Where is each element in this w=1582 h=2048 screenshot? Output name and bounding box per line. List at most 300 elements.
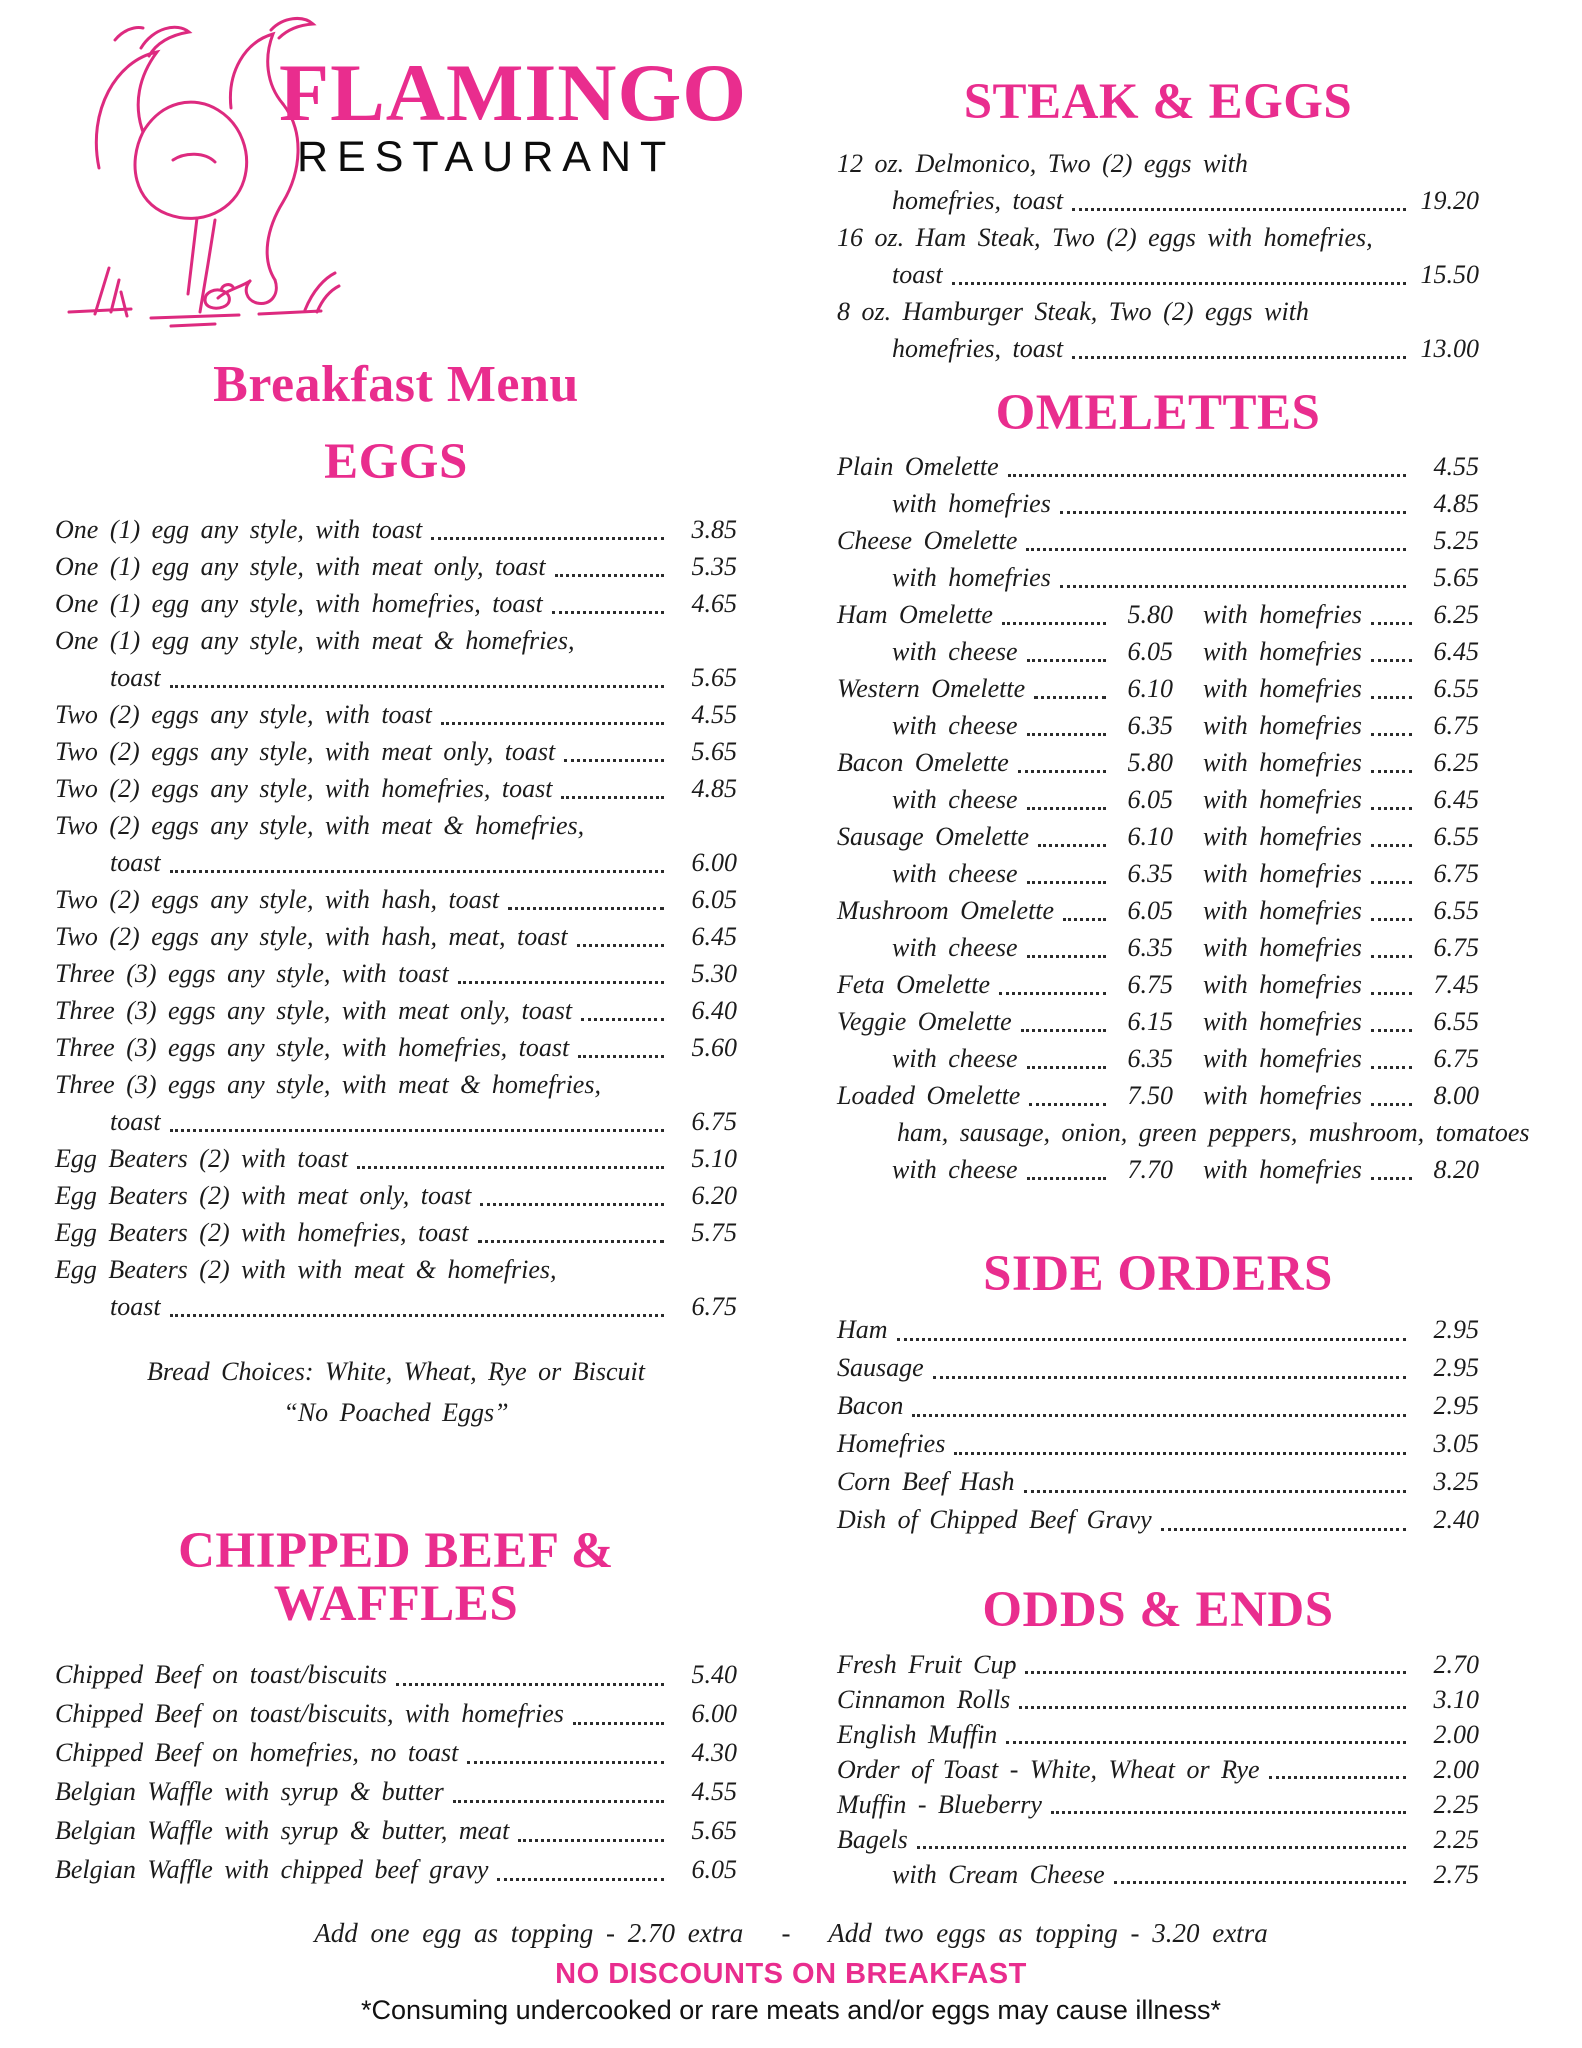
- menu-item-row: [837, 966, 1479, 1003]
- menu-item-row: [837, 1501, 1479, 1539]
- dot-leader: [1269, 1776, 1406, 1779]
- dot-leader: [518, 1839, 664, 1842]
- item-price: 6.75: [691, 1107, 737, 1137]
- item-name: Feta Omelette: [837, 970, 990, 1000]
- dot-leader: [952, 282, 1406, 285]
- item-name: Homefries: [837, 1429, 946, 1459]
- item-price: 2.95: [1433, 1315, 1479, 1345]
- dot-leader: [577, 944, 664, 947]
- item-name: with cheese: [892, 1155, 1018, 1185]
- dot-leader: [933, 1376, 1406, 1379]
- dot-leader: [1371, 1103, 1412, 1106]
- dot-leader: [1027, 659, 1106, 662]
- dot-leader: [1371, 1066, 1412, 1069]
- omelette-base-cell: [837, 707, 1173, 744]
- dot-leader: [564, 759, 664, 762]
- dot-leader: [497, 1878, 664, 1881]
- item-name: homefries, toast: [892, 186, 1064, 216]
- left-column: [55, 0, 748, 1892]
- dot-leader: [912, 1414, 1406, 1417]
- menu-item-row: [55, 1140, 737, 1177]
- omelette-base-cell: [837, 670, 1173, 707]
- item-price: 5.80: [1127, 600, 1173, 630]
- with-homefries-label: with homefries: [1203, 1081, 1362, 1111]
- dot-leader: [1027, 881, 1106, 884]
- item-name: Bagels: [837, 1825, 908, 1855]
- section-title-side-orders: SIDE ORDERS: [983, 1246, 1333, 1303]
- dot-leader: [1060, 585, 1406, 588]
- item-price: 5.30: [691, 959, 737, 989]
- homefries-price: 6.55: [1433, 1007, 1479, 1037]
- item-price: 2.75: [1433, 1860, 1479, 1890]
- with-homefries-label: with homefries: [1203, 822, 1362, 852]
- dot-leader: [1008, 474, 1406, 477]
- omelette-base-cell: [837, 1151, 1173, 1188]
- omelette-homefries-cell: [1203, 670, 1479, 707]
- item-price: 2.70: [1433, 1650, 1479, 1680]
- item-price: 6.35: [1127, 711, 1173, 741]
- item-price: 3.25: [1433, 1467, 1479, 1497]
- dot-leader: [1161, 1528, 1406, 1531]
- item-name: Three (3) eggs any style, with meat only, toast: [55, 996, 573, 1026]
- section-title-odds-ends: ODDS & ENDS: [982, 1582, 1334, 1639]
- brand-name: FLAMINGO: [279, 47, 748, 138]
- omelette-homefries-cell: [1203, 1151, 1479, 1188]
- item-name: homefries, toast: [892, 334, 1064, 364]
- dot-leader: [170, 685, 664, 688]
- omelette-base-cell: [837, 781, 1173, 818]
- item-name: with Cream Cheese: [892, 1860, 1105, 1890]
- homefries-price: 6.45: [1433, 637, 1479, 667]
- dot-leader: [396, 1683, 664, 1686]
- item-price: 6.05: [691, 1855, 737, 1885]
- omelette-base-cell: [837, 929, 1173, 966]
- health-disclaimer: *Consuming undercooked or rare meats and/or eggs may cause illness*: [361, 1995, 1221, 2025]
- dot-leader: [1371, 1177, 1412, 1180]
- item-price: 5.65: [691, 1816, 737, 1846]
- omelette-homefries-cell: [1203, 855, 1479, 892]
- item-name: Chipped Beef on toast/biscuits, with homefries: [55, 1699, 564, 1729]
- menu-item-row: [837, 559, 1479, 596]
- menu-item-row: [837, 1077, 1479, 1114]
- menu-item-row: [55, 1251, 737, 1288]
- dot-leader: [1371, 733, 1412, 736]
- omelette-homefries-cell: [1203, 781, 1479, 818]
- dot-leader: [357, 1166, 664, 1169]
- dot-leader: [1371, 770, 1412, 773]
- item-price: 5.40: [691, 1660, 737, 1690]
- item-name: Three (3) eggs any style, with toast: [55, 959, 449, 989]
- restaurant-logo: [55, 0, 748, 352]
- menu-item-row: [837, 1463, 1479, 1501]
- item-price: 4.55: [691, 1777, 737, 1807]
- item-price: 19.20: [1420, 186, 1479, 216]
- item-name: with cheese: [892, 785, 1018, 815]
- menu-item-row: [837, 1425, 1479, 1463]
- menu-item-row: [837, 633, 1479, 670]
- with-homefries-label: with homefries: [1203, 748, 1362, 778]
- omelette-base-cell: [837, 818, 1173, 855]
- item-name: toast: [110, 663, 161, 693]
- dot-leader: [555, 574, 664, 577]
- item-name: One (1) egg any style, with meat only, toast: [55, 552, 546, 582]
- menu-item-row: [837, 1787, 1479, 1822]
- item-name: with homefries: [892, 489, 1051, 519]
- item-name: Three (3) eggs any style, with meat & homefries,: [55, 1070, 601, 1100]
- right-column: [837, 0, 1530, 1892]
- menu-item-row: [837, 330, 1479, 367]
- dot-leader: [1027, 955, 1106, 958]
- steak-eggs-item-list: [837, 145, 1479, 367]
- menu-item-row: [837, 1822, 1479, 1857]
- dot-leader: [917, 1846, 1406, 1849]
- section-title-steak-eggs: STEAK & EGGS: [963, 74, 1353, 130]
- item-name: Cheese Omelette: [837, 526, 1018, 556]
- item-price: 6.15: [1127, 1007, 1173, 1037]
- dot-leader: [897, 1338, 1406, 1341]
- dot-leader: [573, 1722, 664, 1725]
- item-price: 6.05: [1127, 896, 1173, 926]
- dot-leader: [1072, 208, 1406, 211]
- menu-item-row: [55, 1288, 737, 1325]
- menu-item-row: [837, 182, 1479, 219]
- dot-leader: [1021, 1029, 1106, 1032]
- item-price: 2.95: [1433, 1353, 1479, 1383]
- with-homefries-label: with homefries: [1203, 859, 1362, 889]
- item-name: Chipped Beef on toast/biscuits: [55, 1660, 388, 1690]
- brand-subtitle: RESTAURANT: [297, 133, 676, 181]
- dot-leader: [1029, 1103, 1106, 1106]
- item-name: Egg Beaters (2) with with meat & homefries,: [55, 1255, 557, 1285]
- odds-ends-item-list: [837, 1647, 1479, 1892]
- dot-leader: [581, 1018, 664, 1021]
- menu-item-row: [837, 293, 1479, 330]
- dot-leader: [1018, 770, 1106, 773]
- menu-item-row: [55, 1029, 737, 1066]
- item-description: ham, sausage, onion, green peppers, mushroom, tomatoes: [897, 1118, 1530, 1148]
- omelette-base-cell: [837, 596, 1173, 633]
- dot-leader: [1019, 1706, 1406, 1709]
- item-price: 5.35: [691, 552, 737, 582]
- omelette-homefries-cell: [1203, 892, 1479, 929]
- menu-footer: [0, 1916, 1582, 2026]
- dot-leader: [1072, 356, 1406, 359]
- homefries-price: 6.75: [1433, 933, 1479, 963]
- dot-leader: [458, 981, 664, 984]
- item-price: 6.75: [1127, 970, 1173, 1000]
- menu-item-row: [837, 1752, 1479, 1787]
- homefries-price: 6.75: [1433, 1044, 1479, 1074]
- dot-leader: [561, 796, 664, 799]
- omelette-homefries-cell: [1203, 1040, 1479, 1077]
- dot-leader: [1114, 1881, 1406, 1884]
- omelette-base-cell: [837, 892, 1173, 929]
- item-name: 8 oz. Hamburger Steak, Two (2) eggs with: [837, 297, 1309, 327]
- item-price: 4.85: [1433, 489, 1479, 519]
- item-price: 15.50: [1420, 260, 1479, 290]
- section-title-eggs: EGGS: [324, 434, 468, 491]
- with-homefries-label: with homefries: [1203, 711, 1362, 741]
- menu-item-row: [55, 1733, 737, 1772]
- homefries-price: 6.55: [1433, 896, 1479, 926]
- dot-leader: [1006, 1741, 1406, 1744]
- item-name: Two (2) eggs any style, with toast: [55, 700, 432, 730]
- item-price: 5.65: [1433, 563, 1479, 593]
- item-name: with cheese: [892, 711, 1018, 741]
- menu-item-row: [837, 1717, 1479, 1752]
- homefries-price: 7.45: [1433, 970, 1479, 1000]
- item-name: Two (2) eggs any style, with hash, toast: [55, 885, 500, 915]
- item-name: Ham Omelette: [837, 600, 993, 630]
- item-price: 6.40: [691, 996, 737, 1026]
- item-price: 6.10: [1127, 674, 1173, 704]
- item-price: 6.35: [1127, 859, 1173, 889]
- menu-item-row: [837, 818, 1479, 855]
- menu-item-row: [837, 145, 1479, 182]
- item-price: 4.55: [691, 700, 737, 730]
- with-homefries-label: with homefries: [1203, 637, 1362, 667]
- dot-leader: [1027, 1066, 1106, 1069]
- item-name: One (1) egg any style, with meat & homefries,: [55, 626, 575, 656]
- with-homefries-label: with homefries: [1203, 1044, 1362, 1074]
- item-name: 16 oz. Ham Steak, Two (2) eggs with homefries,: [837, 223, 1373, 253]
- dot-leader: [1060, 511, 1406, 514]
- item-name: One (1) egg any style, with toast: [55, 515, 423, 545]
- menu-item-row: [837, 485, 1479, 522]
- dot-leader: [1034, 696, 1106, 699]
- dot-leader: [170, 1129, 664, 1132]
- menu-item-row: [837, 1003, 1479, 1040]
- omelette-homefries-cell: [1203, 1003, 1479, 1040]
- omelette-full-row-list: [837, 448, 1479, 596]
- item-name: Ham: [837, 1315, 888, 1345]
- omelette-base-cell: [837, 1077, 1173, 1114]
- item-name: with cheese: [892, 637, 1018, 667]
- item-name: with cheese: [892, 859, 1018, 889]
- menu-item-row: [55, 770, 737, 807]
- item-name: Muffin - Blueberry: [837, 1790, 1042, 1820]
- with-homefries-label: with homefries: [1203, 933, 1362, 963]
- dot-leader: [478, 1240, 664, 1243]
- omelette-homefries-cell: [1203, 633, 1479, 670]
- menu-item-row: [837, 744, 1479, 781]
- dot-leader: [1371, 659, 1412, 662]
- menu-item-row: [55, 1214, 737, 1251]
- item-price: 5.10: [691, 1144, 737, 1174]
- item-price: 5.25: [1433, 526, 1479, 556]
- dot-leader: [1027, 807, 1106, 810]
- item-price: 6.05: [1127, 637, 1173, 667]
- menu-item-row: [837, 1647, 1479, 1682]
- omelette-pair-row-list: [837, 596, 1530, 1188]
- with-homefries-label: with homefries: [1203, 1007, 1362, 1037]
- homefries-price: 6.55: [1433, 822, 1479, 852]
- item-name: Egg Beaters (2) with meat only, toast: [55, 1181, 472, 1211]
- item-price: 2.25: [1433, 1825, 1479, 1855]
- menu-item-row: [837, 1857, 1479, 1892]
- menu-item-row: [55, 918, 737, 955]
- menu-item-row: [837, 781, 1479, 818]
- menu-item-row: [837, 855, 1479, 892]
- item-price: 5.65: [691, 663, 737, 693]
- menu-item-row: [837, 707, 1479, 744]
- item-price: 6.75: [691, 1292, 737, 1322]
- item-name: Belgian Waffle with syrup & butter: [55, 1777, 444, 1807]
- menu-item-row: [55, 1655, 737, 1694]
- item-name: Western Omelette: [837, 674, 1026, 704]
- chipped-beef-item-list: [55, 1655, 737, 1889]
- dot-leader: [1371, 622, 1412, 625]
- item-name: toast: [110, 1292, 161, 1322]
- dot-leader: [1051, 1811, 1406, 1814]
- menu-item-row: [55, 1103, 737, 1140]
- dot-leader: [1038, 844, 1106, 847]
- menu-item-row: [55, 1772, 737, 1811]
- with-homefries-label: with homefries: [1203, 600, 1362, 630]
- menu-item-row: [837, 1349, 1479, 1387]
- dot-leader: [1025, 1671, 1406, 1674]
- no-poached-eggs-note: “No Poached Eggs”: [283, 1398, 509, 1428]
- omelette-base-cell: [837, 966, 1173, 1003]
- item-name: Egg Beaters (2) with toast: [55, 1144, 348, 1174]
- homefries-price: 6.75: [1433, 859, 1479, 889]
- with-homefries-label: with homefries: [1203, 674, 1362, 704]
- item-price: 6.00: [691, 1699, 737, 1729]
- item-price: 3.05: [1433, 1429, 1479, 1459]
- item-name: Three (3) eggs any style, with homefries, toast: [55, 1033, 570, 1063]
- dot-leader: [1063, 918, 1106, 921]
- menu-item-row: [837, 448, 1479, 485]
- dot-leader: [578, 1055, 664, 1058]
- menu-item-row: [837, 1040, 1479, 1077]
- dot-leader: [170, 870, 664, 873]
- menu-item-row: [55, 511, 737, 548]
- no-discounts-notice: NO DISCOUNTS ON BREAKFAST: [555, 1958, 1027, 1990]
- item-name: Cinnamon Rolls: [837, 1685, 1011, 1715]
- menu-item-row: [55, 1694, 737, 1733]
- dot-leader: [1371, 918, 1412, 921]
- item-price: 4.30: [691, 1738, 737, 1768]
- omelette-homefries-cell: [1203, 707, 1479, 744]
- item-price: 4.65: [691, 589, 737, 619]
- item-price: 2.25: [1433, 1790, 1479, 1820]
- menu-title: Breakfast Menu: [213, 356, 579, 413]
- with-homefries-label: with homefries: [1203, 896, 1362, 926]
- dot-leader: [1002, 622, 1106, 625]
- item-name: Egg Beaters (2) with homefries, toast: [55, 1218, 469, 1248]
- bread-choices-note: Bread Choices: White, Wheat, Rye or Biscuit: [147, 1357, 645, 1387]
- item-price: 7.70: [1127, 1155, 1173, 1185]
- menu-item-row: [837, 1387, 1479, 1425]
- homefries-price: 6.75: [1433, 711, 1479, 741]
- dot-leader: [441, 722, 664, 725]
- item-name: Sausage Omelette: [837, 822, 1030, 852]
- omelette-base-cell: [837, 855, 1173, 892]
- item-name: Two (2) eggs any style, with hash, meat, toast: [55, 922, 568, 952]
- dot-leader: [954, 1452, 1406, 1455]
- eggs-notes: [55, 1351, 737, 1433]
- menu-item-row: [837, 892, 1479, 929]
- item-price: 6.35: [1127, 933, 1173, 963]
- item-price: 2.95: [1433, 1391, 1479, 1421]
- dot-leader: [453, 1800, 664, 1803]
- menu-item-row: [55, 622, 737, 659]
- menu-item-row: [837, 1311, 1479, 1349]
- item-price: 6.10: [1127, 822, 1173, 852]
- with-homefries-label: with homefries: [1203, 970, 1362, 1000]
- egg-topping-note: Add one egg as topping - 2.70 extra - Add two eggs as topping - 3.20 extra: [314, 1918, 1268, 1948]
- menu-item-row: [55, 733, 737, 770]
- omelette-base-cell: [837, 1040, 1173, 1077]
- item-price: 6.05: [1127, 785, 1173, 815]
- menu-item-row: [55, 1177, 737, 1214]
- menu-item-row: [55, 548, 737, 585]
- homefries-price: 8.20: [1433, 1155, 1479, 1185]
- homefries-price: 6.25: [1433, 600, 1479, 630]
- dot-leader: [1371, 881, 1412, 884]
- item-price: 2.00: [1433, 1755, 1479, 1785]
- eggs-item-list: [55, 511, 737, 1325]
- item-name: Order of Toast - White, Wheat or Rye: [837, 1755, 1260, 1785]
- item-name: Loaded Omelette: [837, 1081, 1021, 1111]
- dot-leader: [1371, 844, 1412, 847]
- item-price: 5.80: [1127, 748, 1173, 778]
- menu-item-row: [55, 992, 737, 1029]
- item-price: 2.00: [1433, 1720, 1479, 1750]
- item-price: 4.85: [691, 774, 737, 804]
- item-name: Belgian Waffle with syrup & butter, meat: [55, 1816, 510, 1846]
- item-name: Corn Beef Hash: [837, 1467, 1015, 1497]
- item-name: Veggie Omelette: [837, 1007, 1012, 1037]
- item-name: with cheese: [892, 933, 1018, 963]
- dot-leader: [999, 992, 1106, 995]
- omelette-base-cell: [837, 744, 1173, 781]
- menu-item-row: [55, 844, 737, 881]
- item-name: Mushroom Omelette: [837, 896, 1055, 926]
- item-price: 6.05: [691, 885, 737, 915]
- omelette-base-cell: [837, 1003, 1173, 1040]
- menu-item-row: [55, 1850, 737, 1889]
- homefries-price: 6.55: [1433, 674, 1479, 704]
- menu-item-row: [55, 659, 737, 696]
- with-homefries-label: with homefries: [1203, 785, 1362, 815]
- dot-leader: [1371, 992, 1412, 995]
- item-name: with homefries: [892, 563, 1051, 593]
- item-price: 5.60: [691, 1033, 737, 1063]
- dot-leader: [1371, 696, 1412, 699]
- dot-leader: [1026, 548, 1406, 551]
- item-price: 4.55: [1433, 452, 1479, 482]
- item-name: Two (2) eggs any style, with homefries, toast: [55, 774, 553, 804]
- omelette-base-cell: [837, 633, 1173, 670]
- item-name: Fresh Fruit Cup: [837, 1650, 1017, 1680]
- menu-item-row: [55, 696, 737, 733]
- dot-leader: [1027, 1177, 1106, 1180]
- item-name: Sausage: [837, 1353, 924, 1383]
- item-price: 3.85: [691, 515, 737, 545]
- omelette-homefries-cell: [1203, 1077, 1479, 1114]
- dot-leader: [467, 1761, 664, 1764]
- item-name: Bacon: [837, 1391, 904, 1421]
- menu-item-row: [837, 256, 1479, 293]
- menu-item-row: [55, 1066, 737, 1103]
- item-price: 2.40: [1433, 1505, 1479, 1535]
- item-price: 5.65: [691, 737, 737, 767]
- dot-leader: [508, 907, 664, 910]
- menu-item-row: [55, 807, 737, 844]
- item-name: Chipped Beef on homefries, no toast: [55, 1738, 459, 1768]
- item-price: 6.45: [691, 922, 737, 952]
